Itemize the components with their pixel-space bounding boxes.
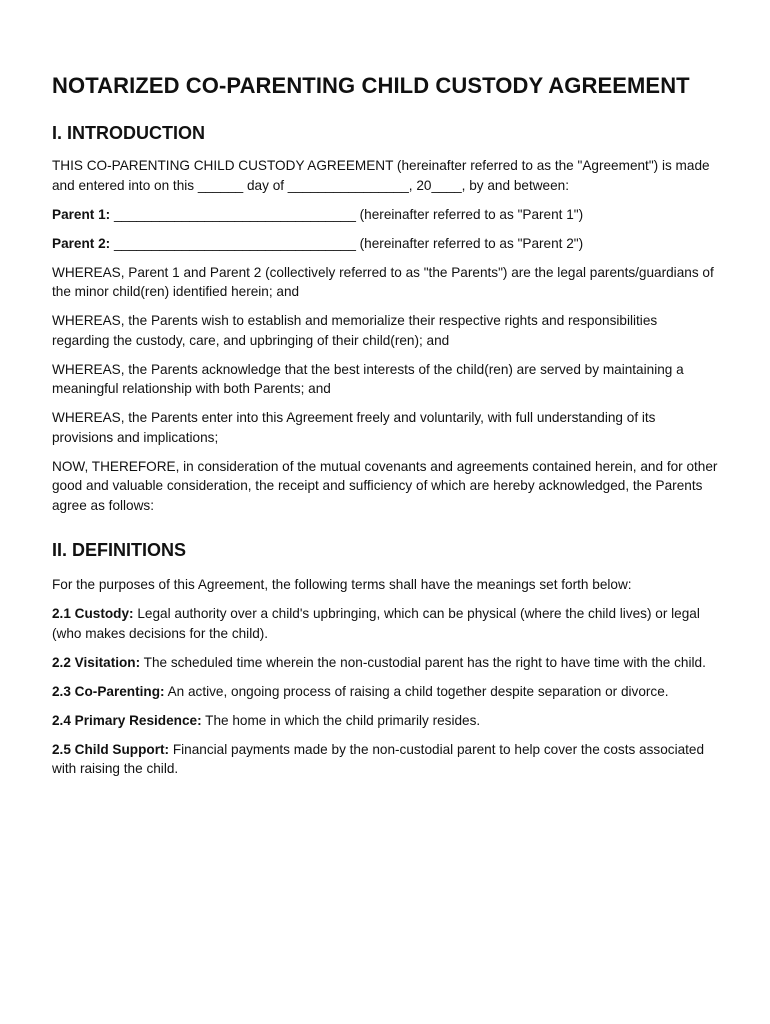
whereas-paragraph: WHEREAS, the Parents enter into this Agreement freely and voluntarily, with full understanding of its provisions and implications; (52, 410, 656, 445)
definitions-intro: For the purposes of this Agreement, the following terms shall have the meanings set forth below: (52, 577, 632, 592)
section-heading-definitions: II. DEFINITIONS (52, 540, 187, 560)
definition-text: An active, ongoing process of raising a child together despite separation or divorce. (164, 683, 669, 699)
therefore-paragraph: NOW, THEREFORE, in consideration of the mutual covenants and agreements contained herein, and for other good and valuable consideration, the receipt and sufficiency of which are hereby acknowledged, the Parents agree as follows: (52, 458, 718, 513)
definition-text: The home in which the child primarily resides. (201, 712, 481, 728)
whereas-paragraph: WHEREAS, the Parents wish to establish and memorialize their respective rights and responsibilities regarding the custody, care, and upbringing of their child(ren); and (52, 313, 658, 348)
definition-term: 2.5 Child Support: (52, 741, 170, 757)
definition-term: 2.4 Primary Residence: (52, 712, 202, 728)
section-heading-introduction: I. INTRODUCTION (52, 123, 205, 143)
definition-term: 2.3 Co-Parenting: (52, 683, 165, 699)
definition-item (52, 682, 718, 702)
intro-paragraph: THIS CO-PARENTING CHILD CUSTODY AGREEMENT (hereinafter referred to as the "Agreement") is made and entered into on this ______ day of ________________, 20____, by and between: (52, 158, 710, 193)
parent-2-text: ________________________________ (hereinafter referred to as "Parent 2") (110, 235, 584, 251)
definition-item (52, 711, 718, 731)
definition-item (52, 653, 718, 673)
definition-item (52, 740, 718, 779)
definition-term: 2.1 Custody: (52, 606, 134, 621)
definition-text: Financial payments made by the non-custodial parent to help cover the costs associated with raising the child. (52, 741, 705, 776)
definition-item (52, 604, 718, 643)
parent-1-line (52, 205, 718, 225)
whereas-paragraph: WHEREAS, Parent 1 and Parent 2 (collectively referred to as "the Parents") are the legal parents/guardians of the minor child(ren) identified herein; and (52, 264, 714, 299)
whereas-paragraph: WHEREAS, the Parents acknowledge that the best interests of the child(ren) are served by maintaining a meaningful relationship with both Parents; and (52, 361, 684, 396)
parent-1-text: ________________________________ (hereinafter referred to as "Parent 1") (110, 206, 584, 222)
definition-text: The scheduled time wherein the non-custodial parent has the right to have time with the child. (140, 654, 706, 670)
parent-2-label: Parent 2: (52, 235, 111, 251)
parent-1-label: Parent 1: (52, 206, 111, 222)
parent-2-line (52, 234, 718, 254)
document-title: NOTARIZED CO-PARENTING CHILD CUSTODY AGREEMENT (52, 73, 690, 98)
definition-text: Legal authority over a child's upbringing, which can be physical (where the child lives) or legal (who makes decisions for the child). (52, 606, 700, 641)
definition-term: 2.2 Visitation: (52, 654, 141, 670)
